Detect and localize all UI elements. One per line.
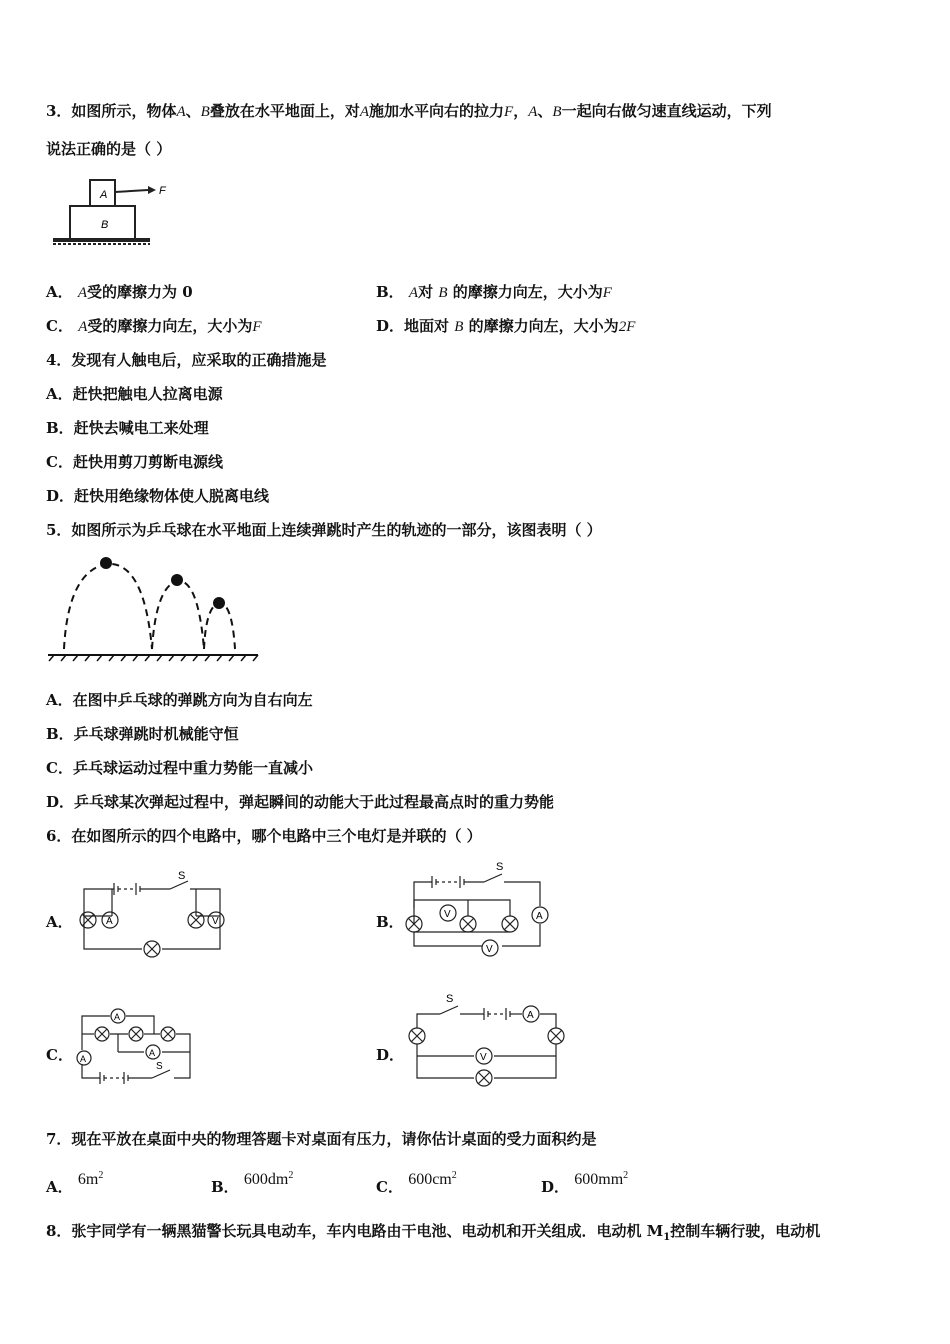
q8-stem: 8．张宇同学有一辆黑猫警长玩具电动车，车内电路由干电池、电动机和开关组成．电动机 $M_1$控制车辆行驶，电动机 <box>46 1222 821 1243</box>
q6-circuit-b <box>402 856 562 971</box>
svg-text:A: A <box>536 911 543 922</box>
q6-label-a: A． <box>46 913 73 931</box>
force-f-label: F <box>159 185 166 197</box>
svg-text:V: V <box>486 944 493 955</box>
q6-label-b: B． <box>376 913 404 931</box>
q5-option-a: A．在图中乒乓球的弹跳方向为自右向左 <box>46 691 313 709</box>
q7-option-b: B． $600dm^2$ <box>211 1170 294 1196</box>
q6-label-d: D． <box>376 1046 405 1064</box>
q4-option-b: B．赶快去喊电工来处理 <box>46 419 209 437</box>
svg-text:V: V <box>444 909 451 920</box>
q6-circuit-a <box>72 866 232 961</box>
q6-circuit-d <box>402 988 572 1093</box>
q7-option-d: D． $600mm^2$ <box>541 1170 629 1196</box>
ball-1 <box>100 557 112 569</box>
q3-stem-line2: 说法正确的是（ ） <box>46 140 172 158</box>
svg-text:A: A <box>114 1012 121 1022</box>
svg-text:V: V <box>212 916 219 927</box>
q5-stem: 5．如图所示为乒乓球在水平地面上连续弹跳时产生的轨迹的一部分，该图表明（ ） <box>46 521 602 539</box>
q3-option-a: A． A受的摩擦力为 0 <box>46 283 193 301</box>
q3-option-c: C． A受的摩擦力向左，大小为F <box>46 317 262 335</box>
q5-option-c: C．乒乓球运动过程中重力势能一直减小 <box>46 759 313 777</box>
svg-text:S: S <box>156 1061 163 1072</box>
svg-text:S: S <box>496 861 504 873</box>
svg-text:S: S <box>446 993 454 1005</box>
q4-option-c: C．赶快用剪刀剪断电源线 <box>46 453 223 471</box>
ball-3 <box>213 597 225 609</box>
q7-option-c: C． $600cm^2$ <box>376 1170 457 1196</box>
ball-2 <box>171 574 183 586</box>
q3-blocks-figure <box>50 175 170 250</box>
svg-text:V: V <box>480 1052 487 1063</box>
q6-stem: 6．在如图所示的四个电路中，哪个电路中三个电灯是并联的（ ） <box>46 827 482 845</box>
svg-text:A: A <box>527 1010 534 1021</box>
q4-option-a: A．赶快把触电人拉离电源 <box>46 385 223 403</box>
q6-circuit-c <box>70 1002 200 1092</box>
q5-option-b: B．乒乓球弹跳时机械能守恒 <box>46 725 239 743</box>
block-a-label: A <box>100 189 108 201</box>
q7-stem: 7．现在平放在桌面中央的物理答题卡对桌面有压力，请你估计桌面的受力面积约是 <box>46 1130 597 1148</box>
svg-text:S: S <box>178 870 186 882</box>
q5-bounce-figure <box>46 552 261 664</box>
q3-stem-line1: 3．如图所示，物体A、B叠放在水平地面上，对A施加水平向右的拉力F，A、B一起向右做匀速直线运动，下列 <box>46 102 772 120</box>
svg-text:A: A <box>106 916 113 927</box>
q3-option-b: B． A对 B 的摩擦力向左，大小为F <box>376 283 612 301</box>
svg-text:A: A <box>80 1054 87 1064</box>
block-b-label: B <box>101 219 109 231</box>
svg-text:A: A <box>149 1048 156 1058</box>
q3-option-d: D．地面对 B 的摩擦力向左，大小为2F <box>376 317 636 335</box>
q6-label-c: C． <box>46 1046 73 1064</box>
q4-option-d: D．赶快用绝缘物体使人脱离电线 <box>46 487 270 505</box>
q7-option-a: A． $6m^2$ <box>46 1170 104 1196</box>
q5-option-d: D．乒乓球某次弹起过程中，弹起瞬间的动能大于此过程最高点时的重力势能 <box>46 793 555 811</box>
q4-stem: 4．发现有人触电后，应采取的正确措施是 <box>46 351 327 369</box>
